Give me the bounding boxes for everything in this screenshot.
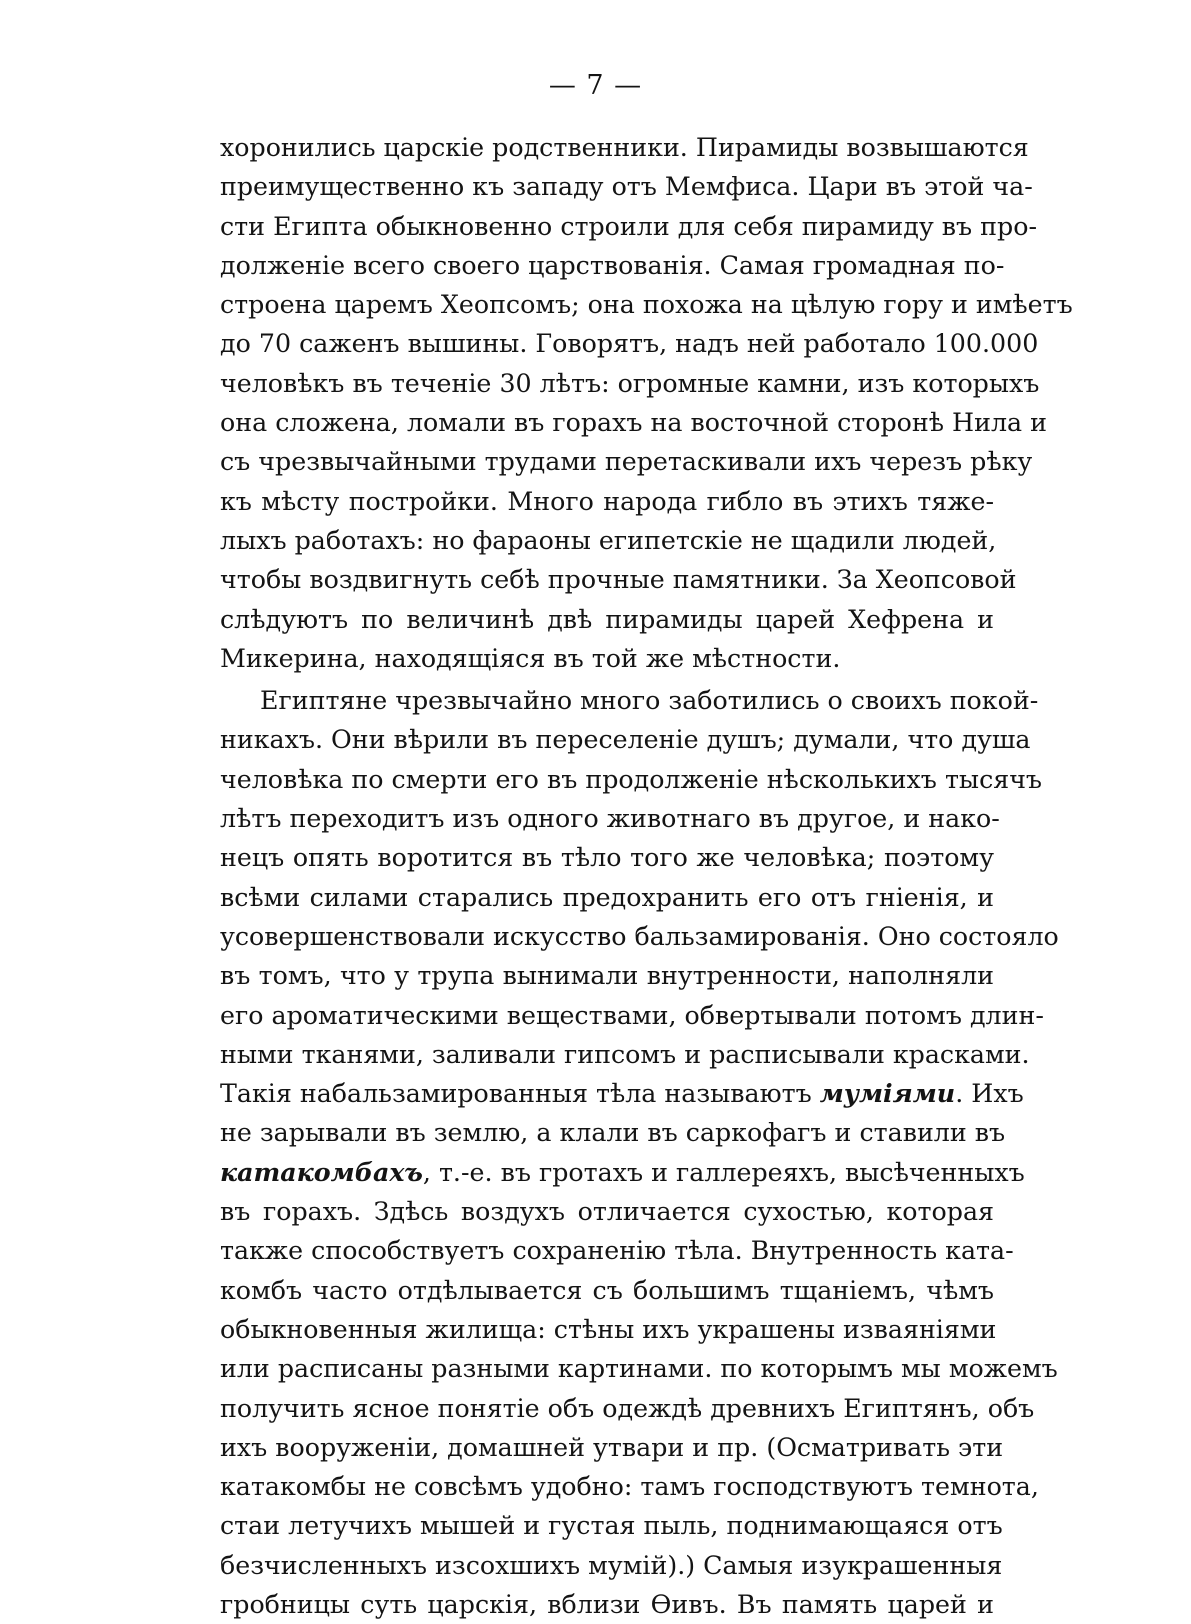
text-line: нецъ опять воротится въ тѣло того же человѣка; поэтому	[220, 843, 994, 873]
text-line: съ чрезвычайными трудами перетаскивали ихъ черезъ рѣку	[220, 447, 1033, 477]
text-segment: . Ихъ	[955, 1079, 1024, 1109]
text-line: сти Египта обыкновенно строили для себя пирамиду въ про-	[220, 211, 1037, 241]
text-line: въ горахъ. Здѣсь воздухъ отличается сухостью, которая	[220, 1197, 994, 1227]
text-line: стаи летучихъ мышей и густая пыль, поднимающаяся отъ	[220, 1511, 1003, 1541]
text-line: къ мѣсту постройки. Много народа гибло въ этихъ тяже-	[220, 486, 994, 516]
text-line: Микерина, находящіяся въ той же мѣстности.	[220, 643, 841, 673]
body-text	[220, 128, 1073, 1624]
text-line: она сложена, ломали въ горахъ на восточной сторонѣ Нила и	[220, 408, 1048, 438]
text-line: слѣдуютъ по величинѣ двѣ пирамиды царей Хефрена и	[220, 604, 994, 634]
page-number: — 7 —	[548, 70, 643, 101]
text-line: обыкновенныя жилища: стѣны ихъ украшены изваяніями	[220, 1314, 997, 1344]
text-line: до 70 саженъ вышины. Говорятъ, надъ ней работало 100.000	[220, 329, 1039, 359]
text-line: чтобы воздвигнуть себѣ прочные памятники. За Хеопсовой	[220, 565, 1017, 595]
text-line: преимущественно къ западу отъ Мемфиса. Цари въ этой ча-	[220, 172, 1033, 202]
text-line: ными тканями, заливали гипсомъ и расписывали красками.	[220, 1039, 1030, 1069]
text-line: хоронились царскіе родственники. Пирамиды возвышаются	[220, 133, 1029, 162]
text-line: всѣми силами старались предохранить его отъ гніенія, и	[220, 882, 994, 912]
text-line: человѣкъ въ теченіе 30 лѣтъ: огромные камни, изъ которыхъ	[220, 368, 1040, 398]
text-segment: , т.-е. въ гротахъ и галлереяхъ, высѣченныхъ	[422, 1157, 1025, 1187]
text-line: не зарывали въ землю, а клали въ саркофагъ и ставили въ	[220, 1118, 1006, 1148]
text-line: лѣтъ переходитъ изъ одного животнаго въ другое, и нако-	[220, 804, 1000, 834]
text-line: лыхъ работахъ: но фараоны египетскіе не щадили людей,	[220, 525, 997, 555]
text-line: комбъ часто отдѣлывается съ большимъ тщаніемъ, чѣмъ	[220, 1275, 994, 1305]
text-line: въ томъ, что у трупа вынимали внутренности, наполняли	[220, 961, 994, 991]
text-line: строена царемъ Хеопсомъ; она похожа на цѣлую гору и имѣетъ	[220, 290, 1073, 320]
text-line	[220, 1074, 1024, 1113]
text-line: Египтяне чрезвычайно много заботились о своихъ покой-	[260, 686, 1039, 716]
text-line	[220, 1153, 1025, 1192]
text-line: также способствуетъ сохраненію тѣла. Внутренность ката-	[220, 1236, 1014, 1266]
text-line: долженіе всего своего царствованія. Самая громадная по-	[220, 250, 1005, 280]
term-catacombs: катакомбахъ	[220, 1156, 423, 1187]
text-line: гробницы суть царскія, вблизи Ѳивъ. Въ память царей и	[220, 1589, 994, 1619]
text-line: получить ясное понятіе объ одеждѣ древнихъ Египтянъ, объ	[220, 1393, 1035, 1423]
text-line: человѣка по смерти его въ продолженіе нѣсколькихъ тысячъ	[220, 764, 1043, 794]
text-line: ихъ вооруженіи, домашней утвари и пр. (Осматривать эти	[220, 1432, 1004, 1462]
term-mummies: мумiями	[819, 1078, 956, 1109]
text-line: усовершенствовали искусство бальзамированія. Оно состояло	[220, 921, 1059, 951]
text-line: катакомбы не совсѣмъ удобно: тамъ господствуютъ темнота,	[220, 1472, 1039, 1502]
text-line: никахъ. Они вѣрили въ переселеніе душъ; думали, что душа	[220, 725, 1031, 755]
text-line: его ароматическими веществами, обвертывали потомъ длин-	[220, 1000, 1044, 1030]
text-line: или расписаны разными картинами. по которымъ мы можемъ	[220, 1354, 1058, 1384]
text-segment: Такія набальзамированныя тѣла называютъ	[220, 1079, 820, 1109]
text-line: безчисленныхъ изсохшихъ мумій).) Самыя изукрашенныя	[220, 1550, 1003, 1580]
